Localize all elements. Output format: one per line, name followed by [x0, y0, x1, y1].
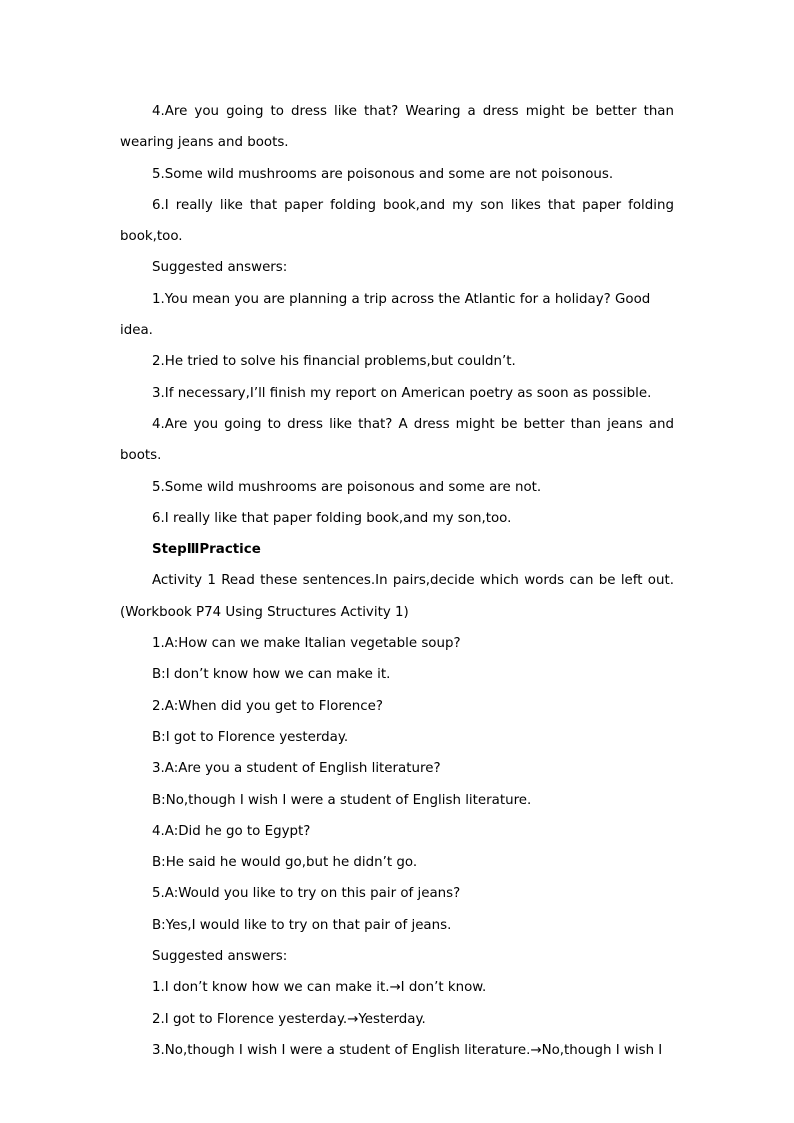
dialogue-5-a: 5.A:Would you like to try on this pair of jeans? [152, 886, 461, 902]
answer-item-4: 4.Are you going to dress like that? A dress might be better than jeans and boots. [120, 416, 674, 464]
dialogue-3-b: B:No,though I wish I were a student of English literature. [152, 792, 532, 808]
practice-answer-1: 1.I don’t know how we can make it.→I don’t know. [152, 980, 487, 996]
suggested-answers-heading: Suggested answers: [152, 260, 288, 276]
dialogue-2-a: 2.A:When did you get to Florence? [152, 698, 383, 714]
dialogue-4-b: B:He said he would go,but he didn’t go. [152, 855, 418, 871]
answer-item-3: 3.If necessary,I’ll finish my report on American poetry as soon as possible. [152, 385, 652, 401]
exercise-item-4: 4.Are you going to dress like that? Wearing a dress might be better than wearing jeans and boots. [120, 104, 674, 151]
practice-answer-2: 2.I got to Florence yesterday.→Yesterday. [152, 1011, 426, 1027]
answer-item-6: 6.I really like that paper folding book,and my son,too. [152, 510, 512, 526]
answer-item-1: 1.You mean you are planning a trip across the Atlantic for a holiday? Good idea. [120, 291, 651, 339]
practice-answer-3: 3.No,though I wish I were a student of English literature.→No,though I wish I [152, 1042, 663, 1058]
answer-item-2: 2.He tried to solve his financial problems,but couldn’t. [152, 354, 516, 370]
dialogue-1-b: B:I don’t know how we can make it. [152, 667, 391, 683]
document-body [120, 96, 674, 1066]
dialogue-4-a: 4.A:Did he go to Egypt? [152, 823, 311, 839]
dialogue-3-a: 3.A:Are you a student of English literature? [152, 761, 441, 777]
activity-1-instructions: Activity 1 Read these sentences.In pairs,decide which words can be left out.(Workbook P74 Using Structures Activity 1) [120, 573, 674, 620]
answer-item-5: 5.Some wild mushrooms are poisonous and some are not. [152, 479, 542, 495]
dialogue-1-a: 1.A:How can we make Italian vegetable soup? [152, 636, 461, 652]
exercise-item-6: 6.I really like that paper folding book,and my son likes that paper folding book,too. [120, 197, 674, 245]
suggested-answers-heading-2: Suggested answers: [152, 949, 288, 965]
exercise-item-5: 5.Some wild mushrooms are poisonous and some are not poisonous. [152, 166, 614, 182]
section-heading-step-practice: StepⅢPractice [152, 542, 261, 558]
dialogue-2-b: B:I got to Florence yesterday. [152, 729, 349, 745]
dialogue-5-b: B:Yes,I would like to try on that pair of jeans. [152, 917, 452, 933]
